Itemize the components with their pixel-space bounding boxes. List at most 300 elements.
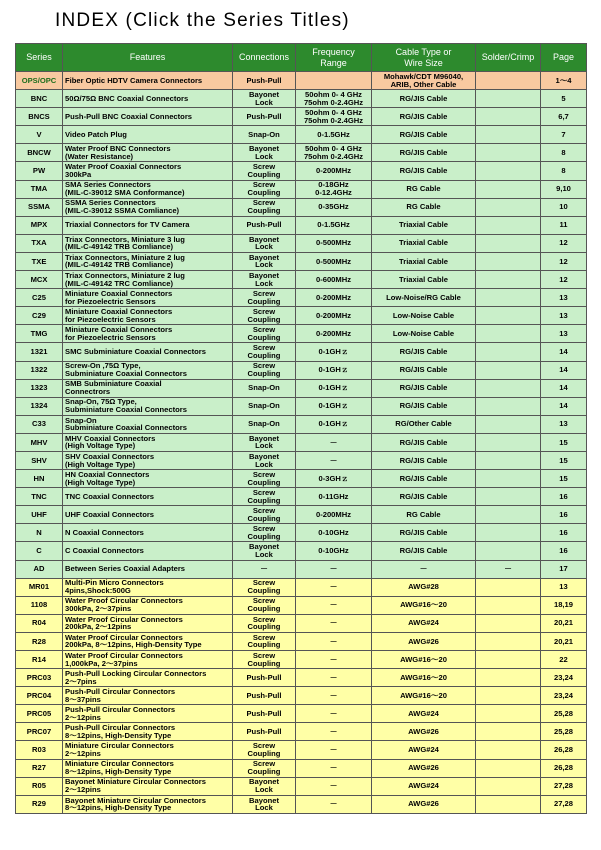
table-body <box>16 72 587 814</box>
series-link[interactable]: R27 <box>16 759 63 777</box>
cable-cell: Low-Noise/RG Cable <box>372 289 476 307</box>
feature-cell: HN Coaxial Connectors (High Voltage Type) <box>63 470 233 488</box>
series-link[interactable]: BNCW <box>16 144 63 162</box>
cable-cell: RG/Other Cable <box>372 415 476 433</box>
solder-cell <box>476 723 541 741</box>
frequency-cell: － <box>296 578 372 596</box>
connection-cell: Push-Pull <box>233 705 296 723</box>
series-link[interactable]: PRC04 <box>16 687 63 705</box>
series-link[interactable]: MCX <box>16 271 63 289</box>
connection-cell: Screw Coupling <box>233 180 296 198</box>
page-cell: 5 <box>541 90 587 108</box>
cable-cell: RG Cable <box>372 506 476 524</box>
cable-cell: RG/JIS Cable <box>372 488 476 506</box>
page-cell: 7 <box>541 126 587 144</box>
page-cell: 20,21 <box>541 632 587 650</box>
frequency-cell: － <box>296 687 372 705</box>
table-row <box>16 451 587 469</box>
feature-cell: Water Proof Circular Connectors 300kPa, 2～37pins <box>63 596 233 614</box>
column-header-cable: Cable Type or Wire Size <box>372 44 476 72</box>
solder-cell <box>476 72 541 90</box>
series-link[interactable]: C29 <box>16 307 63 325</box>
series-link[interactable]: R14 <box>16 651 63 669</box>
connection-cell: Screw Coupling <box>233 741 296 759</box>
table-row <box>16 144 587 162</box>
table-row <box>16 506 587 524</box>
page-cell: 13 <box>541 325 587 343</box>
page-cell: 8 <box>541 144 587 162</box>
cable-cell: RG/JIS Cable <box>372 397 476 415</box>
solder-cell <box>476 614 541 632</box>
page-cell: 13 <box>541 578 587 596</box>
solder-cell <box>476 325 541 343</box>
table-row <box>16 759 587 777</box>
connection-cell: － <box>233 560 296 578</box>
table-row <box>16 379 587 397</box>
page-cell: 15 <box>541 451 587 469</box>
frequency-cell: 0-200MHz <box>296 289 372 307</box>
table-row <box>16 723 587 741</box>
cable-cell: RG/JIS Cable <box>372 379 476 397</box>
feature-cell: SHV Coaxial Connectors (High Voltage Type) <box>63 451 233 469</box>
page-cell: 9,10 <box>541 180 587 198</box>
feature-cell: Miniature Coaxial Connectors for Piezoelectric Sensors <box>63 307 233 325</box>
frequency-cell: － <box>296 705 372 723</box>
page-cell: 16 <box>541 524 587 542</box>
page-cell: 13 <box>541 307 587 325</box>
table-row <box>16 415 587 433</box>
page-cell: 8 <box>541 162 587 180</box>
table-row <box>16 90 587 108</box>
series-link[interactable]: C25 <box>16 289 63 307</box>
frequency-cell: 0-35GHz <box>296 198 372 216</box>
feature-cell: Water Proof Circular Connectors 200kPa, 8～12pins, High-Density Type <box>63 632 233 650</box>
table-row <box>16 542 587 560</box>
frequency-cell: 0-200MHz <box>296 162 372 180</box>
feature-cell: Miniature Circular Connectors 8～12pins, High-Density Type <box>63 759 233 777</box>
connection-cell: Screw Coupling <box>233 506 296 524</box>
table-row <box>16 397 587 415</box>
connection-cell: Screw Coupling <box>233 578 296 596</box>
solder-cell <box>476 524 541 542</box>
table-row <box>16 578 587 596</box>
cable-cell: AWG#24 <box>372 705 476 723</box>
connection-cell: Screw Coupling <box>233 289 296 307</box>
feature-cell: Triax Connectors, Miniature 3 lug (MIL-C-49142 TRB Comliance) <box>63 234 233 252</box>
page-cell: 22 <box>541 651 587 669</box>
series-link[interactable]: R28 <box>16 632 63 650</box>
page-cell: 17 <box>541 560 587 578</box>
table-row <box>16 72 587 90</box>
frequency-cell: 50ohm 0- 4 GHz 75ohm 0-2.4GHz <box>296 144 372 162</box>
feature-cell: Triax Connectors, Miniature 2 lug (MIL-C-49142 TRB Comliance) <box>63 252 233 270</box>
feature-cell: Fiber Optic HDTV Camera Connectors <box>63 72 233 90</box>
solder-cell <box>476 488 541 506</box>
page-cell: 14 <box>541 361 587 379</box>
feature-cell: Push-Pull Circular Connectors 2～12pins <box>63 705 233 723</box>
frequency-cell: － <box>296 759 372 777</box>
frequency-cell: 0-3GHｚ <box>296 470 372 488</box>
frequency-cell: 0-200MHz <box>296 506 372 524</box>
cable-cell: RG/JIS Cable <box>372 433 476 451</box>
frequency-cell: － <box>296 614 372 632</box>
connection-cell: Screw Coupling <box>233 596 296 614</box>
connection-cell: Screw Coupling <box>233 307 296 325</box>
connection-cell: Screw Coupling <box>233 361 296 379</box>
frequency-cell: 0-500MHz <box>296 252 372 270</box>
solder-cell <box>476 777 541 795</box>
series-link[interactable]: TXE <box>16 252 63 270</box>
page-cell: 26,28 <box>541 759 587 777</box>
series-link[interactable]: R05 <box>16 777 63 795</box>
connection-cell: Screw Coupling <box>233 614 296 632</box>
cable-cell: RG Cable <box>372 198 476 216</box>
page-cell: 14 <box>541 343 587 361</box>
connection-cell: Push-Pull <box>233 72 296 90</box>
feature-cell: Bayonet Miniature Circular Connectors 8～12pins, High-Density Type <box>63 795 233 813</box>
page-cell: 18,19 <box>541 596 587 614</box>
cable-cell: － <box>372 560 476 578</box>
page-cell: 25,28 <box>541 705 587 723</box>
feature-cell: Miniature Coaxial Connectors for Piezoelectric Sensors <box>63 325 233 343</box>
frequency-cell: 50ohm 0- 4 GHz 75ohm 0-2.4GHz <box>296 108 372 126</box>
series-link[interactable]: PW <box>16 162 63 180</box>
page-cell: 10 <box>541 198 587 216</box>
feature-cell: SSMA Series Connectors (MIL-C-39012 SSMA Comliance) <box>63 198 233 216</box>
series-link[interactable]: BNC <box>16 90 63 108</box>
feature-cell: MHV Coaxial Connectors (High Voltage Type) <box>63 433 233 451</box>
solder-cell <box>476 651 541 669</box>
cable-cell: Low-Noise Cable <box>372 307 476 325</box>
cable-cell: Triaxial Cable <box>372 216 476 234</box>
solder-cell <box>476 126 541 144</box>
table-row <box>16 614 587 632</box>
cable-cell: AWG#26 <box>372 723 476 741</box>
cable-cell: RG/JIS Cable <box>372 451 476 469</box>
page-cell: 14 <box>541 397 587 415</box>
frequency-cell: 0-500MHz <box>296 234 372 252</box>
connection-cell: Screw Coupling <box>233 759 296 777</box>
connection-cell: Push-Pull <box>233 723 296 741</box>
feature-cell: Snap-On Subminiature Coaxial Connectors <box>63 415 233 433</box>
solder-cell <box>476 234 541 252</box>
series-link[interactable]: TXA <box>16 234 63 252</box>
connection-cell: Bayonet Lock <box>233 271 296 289</box>
table-row <box>16 560 587 578</box>
feature-cell: Screw-On ,75Ω Type, Subminiature Coaxial Connectors <box>63 361 233 379</box>
series-link[interactable]: R03 <box>16 741 63 759</box>
page-cell: 12 <box>541 252 587 270</box>
solder-cell <box>476 216 541 234</box>
series-link[interactable]: SHV <box>16 451 63 469</box>
frequency-cell: 0-1GHｚ <box>296 361 372 379</box>
series-link[interactable]: C <box>16 542 63 560</box>
feature-cell: Push-Pull Circular Connectors 8～12pins, High-Density Type <box>63 723 233 741</box>
table-row <box>16 741 587 759</box>
table-row <box>16 289 587 307</box>
table-row <box>16 596 587 614</box>
feature-cell: Snap-On, 75Ω Type, Subminiature Coaxial Connectors <box>63 397 233 415</box>
table-row <box>16 162 587 180</box>
connection-cell: Push-Pull <box>233 216 296 234</box>
feature-cell: UHF Coaxial Connectors <box>63 506 233 524</box>
table-row <box>16 488 587 506</box>
connection-cell: Screw Coupling <box>233 343 296 361</box>
cable-cell: AWG#16～20 <box>372 651 476 669</box>
series-link[interactable]: TNC <box>16 488 63 506</box>
series-link[interactable]: MPX <box>16 216 63 234</box>
connection-cell: Push-Pull <box>233 669 296 687</box>
solder-cell <box>476 198 541 216</box>
cable-cell: RG/JIS Cable <box>372 90 476 108</box>
series-link[interactable]: TMA <box>16 180 63 198</box>
page-cell: 13 <box>541 289 587 307</box>
column-header-connections: Connections <box>233 44 296 72</box>
series-link[interactable]: 1321 <box>16 343 63 361</box>
feature-cell: Water Proof Coaxial Connectors 300kPa <box>63 162 233 180</box>
series-link[interactable]: V <box>16 126 63 144</box>
feature-cell: SMA Series Connectors (MIL-C-39012 SMA Conformance) <box>63 180 233 198</box>
solder-cell <box>476 687 541 705</box>
column-header-series: Series <box>16 44 63 72</box>
cable-cell: RG/JIS Cable <box>372 470 476 488</box>
page-cell: 16 <box>541 542 587 560</box>
table-row <box>16 651 587 669</box>
table-row <box>16 687 587 705</box>
connection-cell: Push-Pull <box>233 108 296 126</box>
frequency-cell: － <box>296 632 372 650</box>
series-link[interactable]: 1322 <box>16 361 63 379</box>
feature-cell: Miniature Coaxial Connectors for Piezoelectric Sensors <box>63 289 233 307</box>
series-link[interactable]: UHF <box>16 506 63 524</box>
frequency-cell: 0-10GHz <box>296 524 372 542</box>
feature-cell: Multi-Pin Micro Connectors 4pins,Shock:500G <box>63 578 233 596</box>
page-cell: 6,7 <box>541 108 587 126</box>
table-row <box>16 433 587 451</box>
frequency-cell: － <box>296 669 372 687</box>
solder-cell <box>476 289 541 307</box>
series-link[interactable]: 1108 <box>16 596 63 614</box>
series-link[interactable]: N <box>16 524 63 542</box>
solder-cell <box>476 470 541 488</box>
connection-cell: Screw Coupling <box>233 325 296 343</box>
page-cell: 23,24 <box>541 669 587 687</box>
series-link[interactable]: PRC07 <box>16 723 63 741</box>
solder-cell <box>476 596 541 614</box>
solder-cell <box>476 795 541 813</box>
frequency-cell: － <box>296 596 372 614</box>
solder-cell <box>476 343 541 361</box>
series-link[interactable]: OPS/OPC <box>16 72 63 90</box>
cable-cell: RG/JIS Cable <box>372 144 476 162</box>
table-row <box>16 307 587 325</box>
page-cell: 14 <box>541 379 587 397</box>
series-link[interactable]: R29 <box>16 795 63 813</box>
connection-cell: Screw Coupling <box>233 198 296 216</box>
solder-cell <box>476 361 541 379</box>
series-link[interactable]: MHV <box>16 433 63 451</box>
frequency-cell: 0-11GHz <box>296 488 372 506</box>
solder-cell <box>476 180 541 198</box>
frequency-cell: － <box>296 451 372 469</box>
feature-cell: Water Proof Circular Connectors 1,000kPa, 2～37pins <box>63 651 233 669</box>
feature-cell: SMC Subminiature Coaxial Connectors <box>63 343 233 361</box>
table-row <box>16 705 587 723</box>
connection-cell: Screw Coupling <box>233 488 296 506</box>
page-cell: 12 <box>541 271 587 289</box>
feature-cell: N Coaxial Connectors <box>63 524 233 542</box>
feature-cell: Miniature Circular Connectors 2～12pins <box>63 741 233 759</box>
cable-cell: AWG#26 <box>372 795 476 813</box>
series-link[interactable]: 1324 <box>16 397 63 415</box>
solder-cell <box>476 307 541 325</box>
frequency-cell: － <box>296 741 372 759</box>
table-row <box>16 795 587 813</box>
frequency-cell: 0-1GHｚ <box>296 379 372 397</box>
feature-cell: 50Ω/75Ω BNC Coaxial Connectors <box>63 90 233 108</box>
connection-cell: Bayonet Lock <box>233 777 296 795</box>
table-row <box>16 180 587 198</box>
connection-cell: Bayonet Lock <box>233 795 296 813</box>
connection-cell: Screw Coupling <box>233 524 296 542</box>
column-header-frequency: Frequency Range <box>296 44 372 72</box>
connection-cell: Bayonet Lock <box>233 234 296 252</box>
table-row <box>16 361 587 379</box>
solder-cell <box>476 632 541 650</box>
feature-cell: Between Series Coaxial Adapters <box>63 560 233 578</box>
feature-cell: Bayonet Miniature Circular Connectors 2～12pins <box>63 777 233 795</box>
page-cell: 16 <box>541 488 587 506</box>
cable-cell: Triaxial Cable <box>372 252 476 270</box>
frequency-cell: 0-1GHｚ <box>296 343 372 361</box>
connection-cell: Push-Pull <box>233 687 296 705</box>
cable-cell: AWG#16～20 <box>372 687 476 705</box>
frequency-cell: － <box>296 795 372 813</box>
table-row <box>16 126 587 144</box>
cable-cell: RG/JIS Cable <box>372 542 476 560</box>
cable-cell: Triaxial Cable <box>372 271 476 289</box>
cable-cell: RG/JIS Cable <box>372 524 476 542</box>
page-cell: 27,28 <box>541 795 587 813</box>
frequency-cell: 50ohm 0- 4 GHz 75ohm 0-2.4GHz <box>296 90 372 108</box>
connection-cell: Snap-On <box>233 397 296 415</box>
series-link[interactable]: AD <box>16 560 63 578</box>
table-row <box>16 669 587 687</box>
cable-cell: RG/JIS Cable <box>372 126 476 144</box>
page-cell: 15 <box>541 433 587 451</box>
series-link[interactable]: BNCS <box>16 108 63 126</box>
feature-cell: Video Patch Plug <box>63 126 233 144</box>
connection-cell: Bayonet Lock <box>233 90 296 108</box>
feature-cell: SMB Subminiature Coaxial Connectrors <box>63 379 233 397</box>
series-link[interactable]: PRC05 <box>16 705 63 723</box>
table-row <box>16 524 587 542</box>
page-cell: 23,24 <box>541 687 587 705</box>
page-cell: 12 <box>541 234 587 252</box>
table-row <box>16 470 587 488</box>
feature-cell: TNC Coaxial Connectors <box>63 488 233 506</box>
cable-cell: AWG#24 <box>372 777 476 795</box>
solder-cell <box>476 433 541 451</box>
table-row <box>16 216 587 234</box>
page-title: INDEX (Click the Series Titles) <box>55 10 350 31</box>
frequency-cell: 0-1.5GHz <box>296 216 372 234</box>
cable-cell: Mohawk/CDT M96040, ARIB, Other Cable <box>372 72 476 90</box>
solder-cell <box>476 271 541 289</box>
cable-cell: RG Cable <box>372 180 476 198</box>
series-link[interactable]: MR01 <box>16 578 63 596</box>
series-index-table <box>15 43 587 814</box>
frequency-cell: － <box>296 777 372 795</box>
frequency-cell: 0-18GHz 0-12.4GHz <box>296 180 372 198</box>
connection-cell: Bayonet Lock <box>233 451 296 469</box>
connection-cell: Bayonet Lock <box>233 542 296 560</box>
frequency-cell: 0-200MHz <box>296 307 372 325</box>
connection-cell: Screw Coupling <box>233 632 296 650</box>
solder-cell <box>476 144 541 162</box>
cable-cell: RG/JIS Cable <box>372 361 476 379</box>
feature-cell: Push-Pull Circular Connectors 8～37pins <box>63 687 233 705</box>
solder-cell <box>476 108 541 126</box>
series-link[interactable]: C33 <box>16 415 63 433</box>
solder-cell <box>476 542 541 560</box>
cable-cell: AWG#26 <box>372 632 476 650</box>
series-link[interactable]: R04 <box>16 614 63 632</box>
solder-cell <box>476 415 541 433</box>
page-cell: 25,28 <box>541 723 587 741</box>
page-cell: 20,21 <box>541 614 587 632</box>
cable-cell: AWG#24 <box>372 741 476 759</box>
feature-cell: Triaxial Connectors for TV Camera <box>63 216 233 234</box>
series-link[interactable]: HN <box>16 470 63 488</box>
series-link[interactable]: TMG <box>16 325 63 343</box>
table-row <box>16 632 587 650</box>
cable-cell: RG/JIS Cable <box>372 162 476 180</box>
feature-cell: Water Proof BNC Connectors (Water Resistance) <box>63 144 233 162</box>
connection-cell: Bayonet Lock <box>233 433 296 451</box>
feature-cell: Triax Connectors, Miniature 2 lug (MIL-C-49142 TRC Comliance) <box>63 271 233 289</box>
solder-cell <box>476 506 541 524</box>
table-header-row <box>16 44 587 72</box>
series-link[interactable]: SSMA <box>16 198 63 216</box>
solder-cell <box>476 252 541 270</box>
solder-cell <box>476 705 541 723</box>
cable-cell: AWG#16～20 <box>372 669 476 687</box>
connection-cell: Snap-On <box>233 126 296 144</box>
table-row <box>16 343 587 361</box>
frequency-cell: － <box>296 433 372 451</box>
page-cell: 13 <box>541 415 587 433</box>
table-row <box>16 271 587 289</box>
solder-cell <box>476 379 541 397</box>
cable-cell: Low-Noise Cable <box>372 325 476 343</box>
cable-cell: RG/JIS Cable <box>372 343 476 361</box>
table-row <box>16 234 587 252</box>
solder-cell <box>476 669 541 687</box>
frequency-cell: 0-10GHz <box>296 542 372 560</box>
solder-cell <box>476 741 541 759</box>
solder-cell <box>476 759 541 777</box>
series-link[interactable]: PRC03 <box>16 669 63 687</box>
column-header-features: Features <box>63 44 233 72</box>
solder-cell: － <box>476 560 541 578</box>
page-cell: 11 <box>541 216 587 234</box>
cable-cell: AWG#16～20 <box>372 596 476 614</box>
series-link[interactable]: 1323 <box>16 379 63 397</box>
table-row <box>16 108 587 126</box>
connection-cell: Snap-On <box>233 415 296 433</box>
frequency-cell: － <box>296 723 372 741</box>
